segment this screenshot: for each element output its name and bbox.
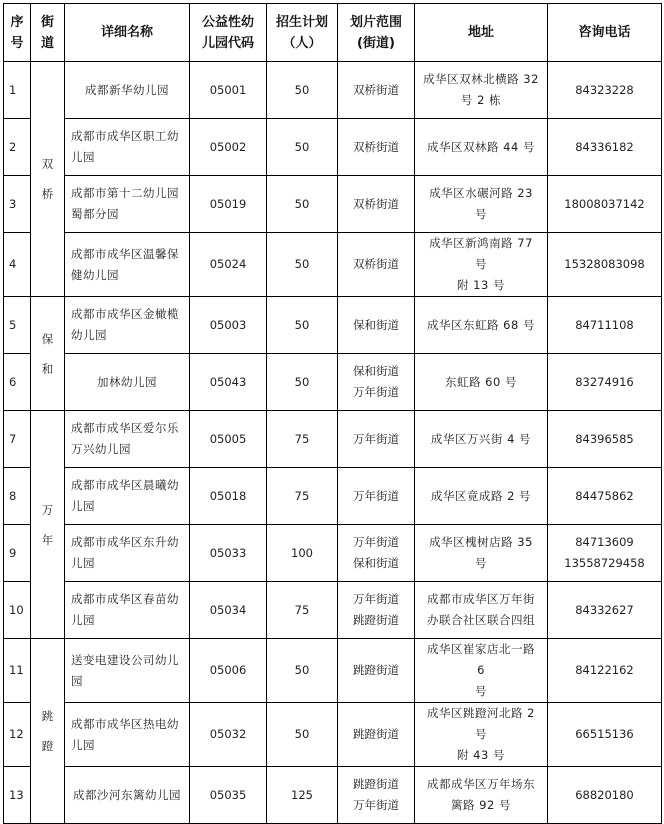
row-number: 9 bbox=[4, 525, 31, 582]
address-line: 成华区槐树店路 35 号 bbox=[429, 535, 533, 570]
row-number: 8 bbox=[4, 468, 31, 525]
kindergarten-name bbox=[65, 354, 190, 411]
street-group-line: 跳 bbox=[41, 709, 54, 723]
phone-number bbox=[548, 62, 662, 119]
kindergarten-name-line: 儿园 bbox=[71, 737, 95, 752]
table-row bbox=[4, 119, 662, 176]
address-line: 成华区双林北横路 32 bbox=[423, 72, 539, 86]
zone-range bbox=[338, 233, 415, 297]
zone-range-line: 跳蹬街道 bbox=[353, 613, 399, 627]
street-group-line: 年 bbox=[41, 532, 54, 547]
kindergarten-name bbox=[65, 582, 190, 639]
kindergarten-code: 05006 bbox=[190, 639, 267, 703]
zone-range bbox=[338, 582, 415, 639]
table-row bbox=[4, 767, 662, 824]
table-row bbox=[4, 62, 662, 119]
zone-range bbox=[338, 411, 415, 468]
kindergarten-name bbox=[65, 119, 190, 176]
address bbox=[415, 62, 548, 119]
header-row bbox=[4, 4, 662, 62]
row-number: 4 bbox=[4, 233, 31, 297]
address-line: 附 43 号 bbox=[457, 748, 505, 762]
row-number: 12 bbox=[4, 703, 31, 767]
enrollment-plan: 50 bbox=[267, 354, 338, 411]
address bbox=[415, 176, 548, 233]
kindergarten-name bbox=[65, 297, 190, 354]
zone-range bbox=[338, 703, 415, 767]
kindergarten-name bbox=[65, 639, 190, 703]
phone-number-line: 15328083098 bbox=[564, 257, 645, 271]
header-code: 公益性幼 儿园代码 bbox=[190, 4, 267, 62]
address-line: 成华区新鸿南路 77 号 bbox=[429, 236, 533, 271]
zone-range bbox=[338, 176, 415, 233]
phone-number-line: 18008037142 bbox=[564, 196, 645, 211]
address bbox=[415, 582, 548, 639]
kindergarten-code: 05002 bbox=[190, 119, 267, 176]
enrollment-plan: 50 bbox=[267, 297, 338, 354]
table-row bbox=[4, 354, 662, 411]
document-page bbox=[3, 3, 662, 824]
address-line: 成华区双林路 44 号 bbox=[427, 139, 535, 154]
kindergarten-name bbox=[65, 411, 190, 468]
row-number: 7 bbox=[4, 411, 31, 468]
kindergarten-name-line: 儿园 bbox=[71, 499, 95, 513]
row-number: 11 bbox=[4, 639, 31, 703]
zone-range-line: 万年街道 bbox=[353, 431, 399, 446]
phone-number bbox=[548, 767, 662, 824]
table-row bbox=[4, 582, 662, 639]
zone-range bbox=[338, 639, 415, 703]
kindergarten-code: 05019 bbox=[190, 176, 267, 233]
kindergarten-name bbox=[65, 468, 190, 525]
zone-range-line: 跳蹬街道 bbox=[353, 727, 399, 741]
phone-number bbox=[548, 525, 662, 582]
address-line: 东虹路 60 号 bbox=[445, 374, 517, 389]
kindergarten-name-line: 成都市成华区晨曦幼 bbox=[71, 478, 179, 492]
kindergarten-code: 05001 bbox=[190, 62, 267, 119]
enrollment-plan: 75 bbox=[267, 411, 338, 468]
zone-range bbox=[338, 62, 415, 119]
phone-number-line: 68820180 bbox=[575, 787, 634, 802]
phone-number bbox=[548, 639, 662, 703]
phone-number bbox=[548, 703, 662, 767]
header-street: 街 道 bbox=[31, 4, 65, 62]
phone-number-line: 84323228 bbox=[575, 82, 634, 97]
table-row bbox=[4, 468, 662, 525]
kindergarten-name-line: 成都市成华区春苗幼 bbox=[71, 592, 179, 606]
address bbox=[415, 119, 548, 176]
address-line: 成华区水碾河路 23 号 bbox=[429, 186, 533, 221]
kindergarten-code: 05034 bbox=[190, 582, 267, 639]
kindergarten-name bbox=[65, 703, 190, 767]
phone-number-line: 84336182 bbox=[575, 139, 634, 154]
table-row bbox=[4, 233, 662, 297]
phone-number-line: 84475862 bbox=[575, 488, 634, 503]
enrollment-plan: 125 bbox=[267, 767, 338, 824]
address-line: 附 13 号 bbox=[457, 278, 505, 292]
address bbox=[415, 354, 548, 411]
address-line: 成华区万兴街 4 号 bbox=[430, 431, 532, 446]
address bbox=[415, 233, 548, 297]
table-row bbox=[4, 703, 662, 767]
address bbox=[415, 703, 548, 767]
phone-number-line: 84332627 bbox=[575, 602, 634, 617]
table-row bbox=[4, 525, 662, 582]
kindergarten-name-line: 加林幼儿园 bbox=[97, 374, 157, 389]
kindergarten-name-line: 成都市第十二幼儿园 bbox=[71, 186, 179, 200]
zone-range-line: 双桥街道 bbox=[353, 82, 399, 97]
street-group-line: 桥 bbox=[41, 187, 54, 201]
enrollment-plan: 50 bbox=[267, 233, 338, 297]
row-number: 1 bbox=[4, 62, 31, 119]
kindergarten-name-line: 成都市成华区职工幼 bbox=[71, 129, 179, 143]
address-line: 号 2 栋 bbox=[460, 93, 502, 107]
phone-number-line: 84711108 bbox=[575, 317, 634, 332]
kindergarten-code: 05035 bbox=[190, 767, 267, 824]
row-number: 5 bbox=[4, 297, 31, 354]
kindergarten-name-line: 成都市成华区爱尔乐 bbox=[71, 421, 179, 435]
zone-range-line: 双桥街道 bbox=[353, 196, 399, 211]
enrollment-plan: 100 bbox=[267, 525, 338, 582]
zone-range bbox=[338, 297, 415, 354]
table-row bbox=[4, 297, 662, 354]
kindergarten-code: 05032 bbox=[190, 703, 267, 767]
zone-range-line: 万年街道 bbox=[353, 535, 399, 549]
zone-range-line: 跳蹬街道 bbox=[353, 663, 399, 677]
zone-range bbox=[338, 525, 415, 582]
kindergarten-name-line: 儿园 bbox=[71, 613, 95, 627]
address-line: 办联合社区联合四组 bbox=[427, 613, 535, 627]
phone-number bbox=[548, 354, 662, 411]
zone-range-line: 万年街道 bbox=[353, 592, 399, 606]
header-phone: 咨询电话 bbox=[548, 4, 662, 62]
phone-number-line: 13558729458 bbox=[564, 556, 645, 570]
kindergarten-name bbox=[65, 525, 190, 582]
zone-range bbox=[338, 468, 415, 525]
kindergarten-code: 05033 bbox=[190, 525, 267, 582]
enrollment-plan: 50 bbox=[267, 176, 338, 233]
phone-number-line: 83274916 bbox=[575, 374, 634, 389]
zone-range bbox=[338, 767, 415, 824]
kindergarten-name-line: 成都沙河东篱幼儿园 bbox=[73, 787, 181, 802]
address-line: 成华区东虹路 68 号 bbox=[427, 317, 535, 332]
address bbox=[415, 639, 548, 703]
zone-range bbox=[338, 354, 415, 411]
zone-range-line: 保和街道 bbox=[353, 556, 399, 570]
address-line: 成都成华区万年场东 bbox=[427, 777, 535, 791]
kindergarten-name-line: 园 bbox=[71, 673, 83, 688]
phone-number-line: 66515136 bbox=[575, 727, 634, 741]
address bbox=[415, 767, 548, 824]
address-line: 成华区竟成路 2 号 bbox=[430, 488, 532, 503]
address bbox=[415, 297, 548, 354]
kindergarten-name-line: 幼儿园 bbox=[71, 328, 107, 342]
enrollment-plan: 50 bbox=[267, 62, 338, 119]
kindergarten-code: 05043 bbox=[190, 354, 267, 411]
kindergarten-name-line: 蜀都分园 bbox=[71, 207, 119, 221]
street-group bbox=[31, 297, 65, 411]
zone-range-line: 双桥街道 bbox=[353, 139, 399, 154]
kindergarten-name bbox=[65, 233, 190, 297]
header-no: 序 号 bbox=[4, 4, 31, 62]
zone-range-line: 万年街道 bbox=[353, 488, 399, 503]
zone-range-line: 保和街道 bbox=[353, 317, 399, 332]
kindergarten-name-line: 成都新华幼儿园 bbox=[85, 82, 169, 97]
kindergarten-code: 05024 bbox=[190, 233, 267, 297]
zone-range-line: 万年街道 bbox=[353, 798, 399, 812]
header-address: 地址 bbox=[415, 4, 548, 62]
address-line: 篱路 92 号 bbox=[451, 798, 511, 812]
zone-range-line: 万年街道 bbox=[353, 385, 399, 399]
kindergarten-name-line: 儿园 bbox=[71, 150, 95, 164]
phone-number-line: 84713609 bbox=[575, 535, 634, 549]
phone-number bbox=[548, 468, 662, 525]
header-zone: 划片范围 (街道) bbox=[338, 4, 415, 62]
phone-number bbox=[548, 582, 662, 639]
header-name: 详细名称 bbox=[65, 4, 190, 62]
header-plan: 招生计划 （人） bbox=[267, 4, 338, 62]
address bbox=[415, 525, 548, 582]
street-group bbox=[31, 62, 65, 297]
kindergarten-name-line: 送变电建设公司幼儿 bbox=[71, 652, 179, 667]
address-line: 成都市成华区万年街 bbox=[427, 592, 535, 606]
kindergarten-name bbox=[65, 176, 190, 233]
row-number: 13 bbox=[4, 767, 31, 824]
kindergarten-table bbox=[3, 3, 662, 824]
kindergarten-name-line: 成都市成华区温馨保 bbox=[71, 246, 179, 261]
phone-number-line: 84396585 bbox=[575, 431, 634, 446]
street-group-line: 保 bbox=[41, 331, 54, 346]
table-body bbox=[4, 62, 662, 824]
phone-number bbox=[548, 176, 662, 233]
zone-range bbox=[338, 119, 415, 176]
phone-number bbox=[548, 297, 662, 354]
address bbox=[415, 468, 548, 525]
kindergarten-name-line: 成都市成华区热电幼 bbox=[71, 716, 179, 731]
kindergarten-name bbox=[65, 767, 190, 824]
zone-range-line: 保和街道 bbox=[353, 364, 399, 378]
street-group-line: 蹬 bbox=[41, 739, 54, 753]
table-header bbox=[4, 4, 662, 62]
street-group bbox=[31, 639, 65, 824]
enrollment-plan: 50 bbox=[267, 703, 338, 767]
enrollment-plan: 50 bbox=[267, 119, 338, 176]
kindergarten-name-line: 儿园 bbox=[71, 556, 95, 570]
address-line: 号 bbox=[475, 684, 487, 698]
address-line: 成华区跳蹬河北路 2 号 bbox=[427, 706, 535, 741]
phone-number-line: 84122162 bbox=[575, 663, 634, 677]
address bbox=[415, 411, 548, 468]
phone-number bbox=[548, 233, 662, 297]
phone-number bbox=[548, 119, 662, 176]
kindergarten-code: 05018 bbox=[190, 468, 267, 525]
kindergarten-name-line: 万兴幼儿园 bbox=[71, 442, 131, 456]
row-number: 6 bbox=[4, 354, 31, 411]
row-number: 3 bbox=[4, 176, 31, 233]
table-row bbox=[4, 176, 662, 233]
kindergarten-name bbox=[65, 62, 190, 119]
zone-range-line: 跳蹬街道 bbox=[353, 777, 399, 791]
street-group bbox=[31, 411, 65, 639]
enrollment-plan: 75 bbox=[267, 468, 338, 525]
street-group-line: 双 bbox=[41, 157, 54, 171]
street-group-line: 万 bbox=[41, 502, 54, 517]
table-row bbox=[4, 639, 662, 703]
street-group-line: 和 bbox=[41, 361, 54, 376]
table-row bbox=[4, 411, 662, 468]
row-number: 10 bbox=[4, 582, 31, 639]
enrollment-plan: 50 bbox=[267, 639, 338, 703]
row-number: 2 bbox=[4, 119, 31, 176]
zone-range-line: 双桥街道 bbox=[353, 257, 399, 271]
kindergarten-name-line: 成都市成华区东升幼 bbox=[71, 535, 179, 549]
enrollment-plan: 75 bbox=[267, 582, 338, 639]
kindergarten-code: 05003 bbox=[190, 297, 267, 354]
kindergarten-name-line: 成都市成华区金橄榄 bbox=[71, 307, 179, 321]
kindergarten-name-line: 健幼儿园 bbox=[71, 267, 119, 282]
phone-number bbox=[548, 411, 662, 468]
address-line: 成华区崔家店北一路 6 bbox=[427, 642, 535, 677]
kindergarten-code: 05005 bbox=[190, 411, 267, 468]
